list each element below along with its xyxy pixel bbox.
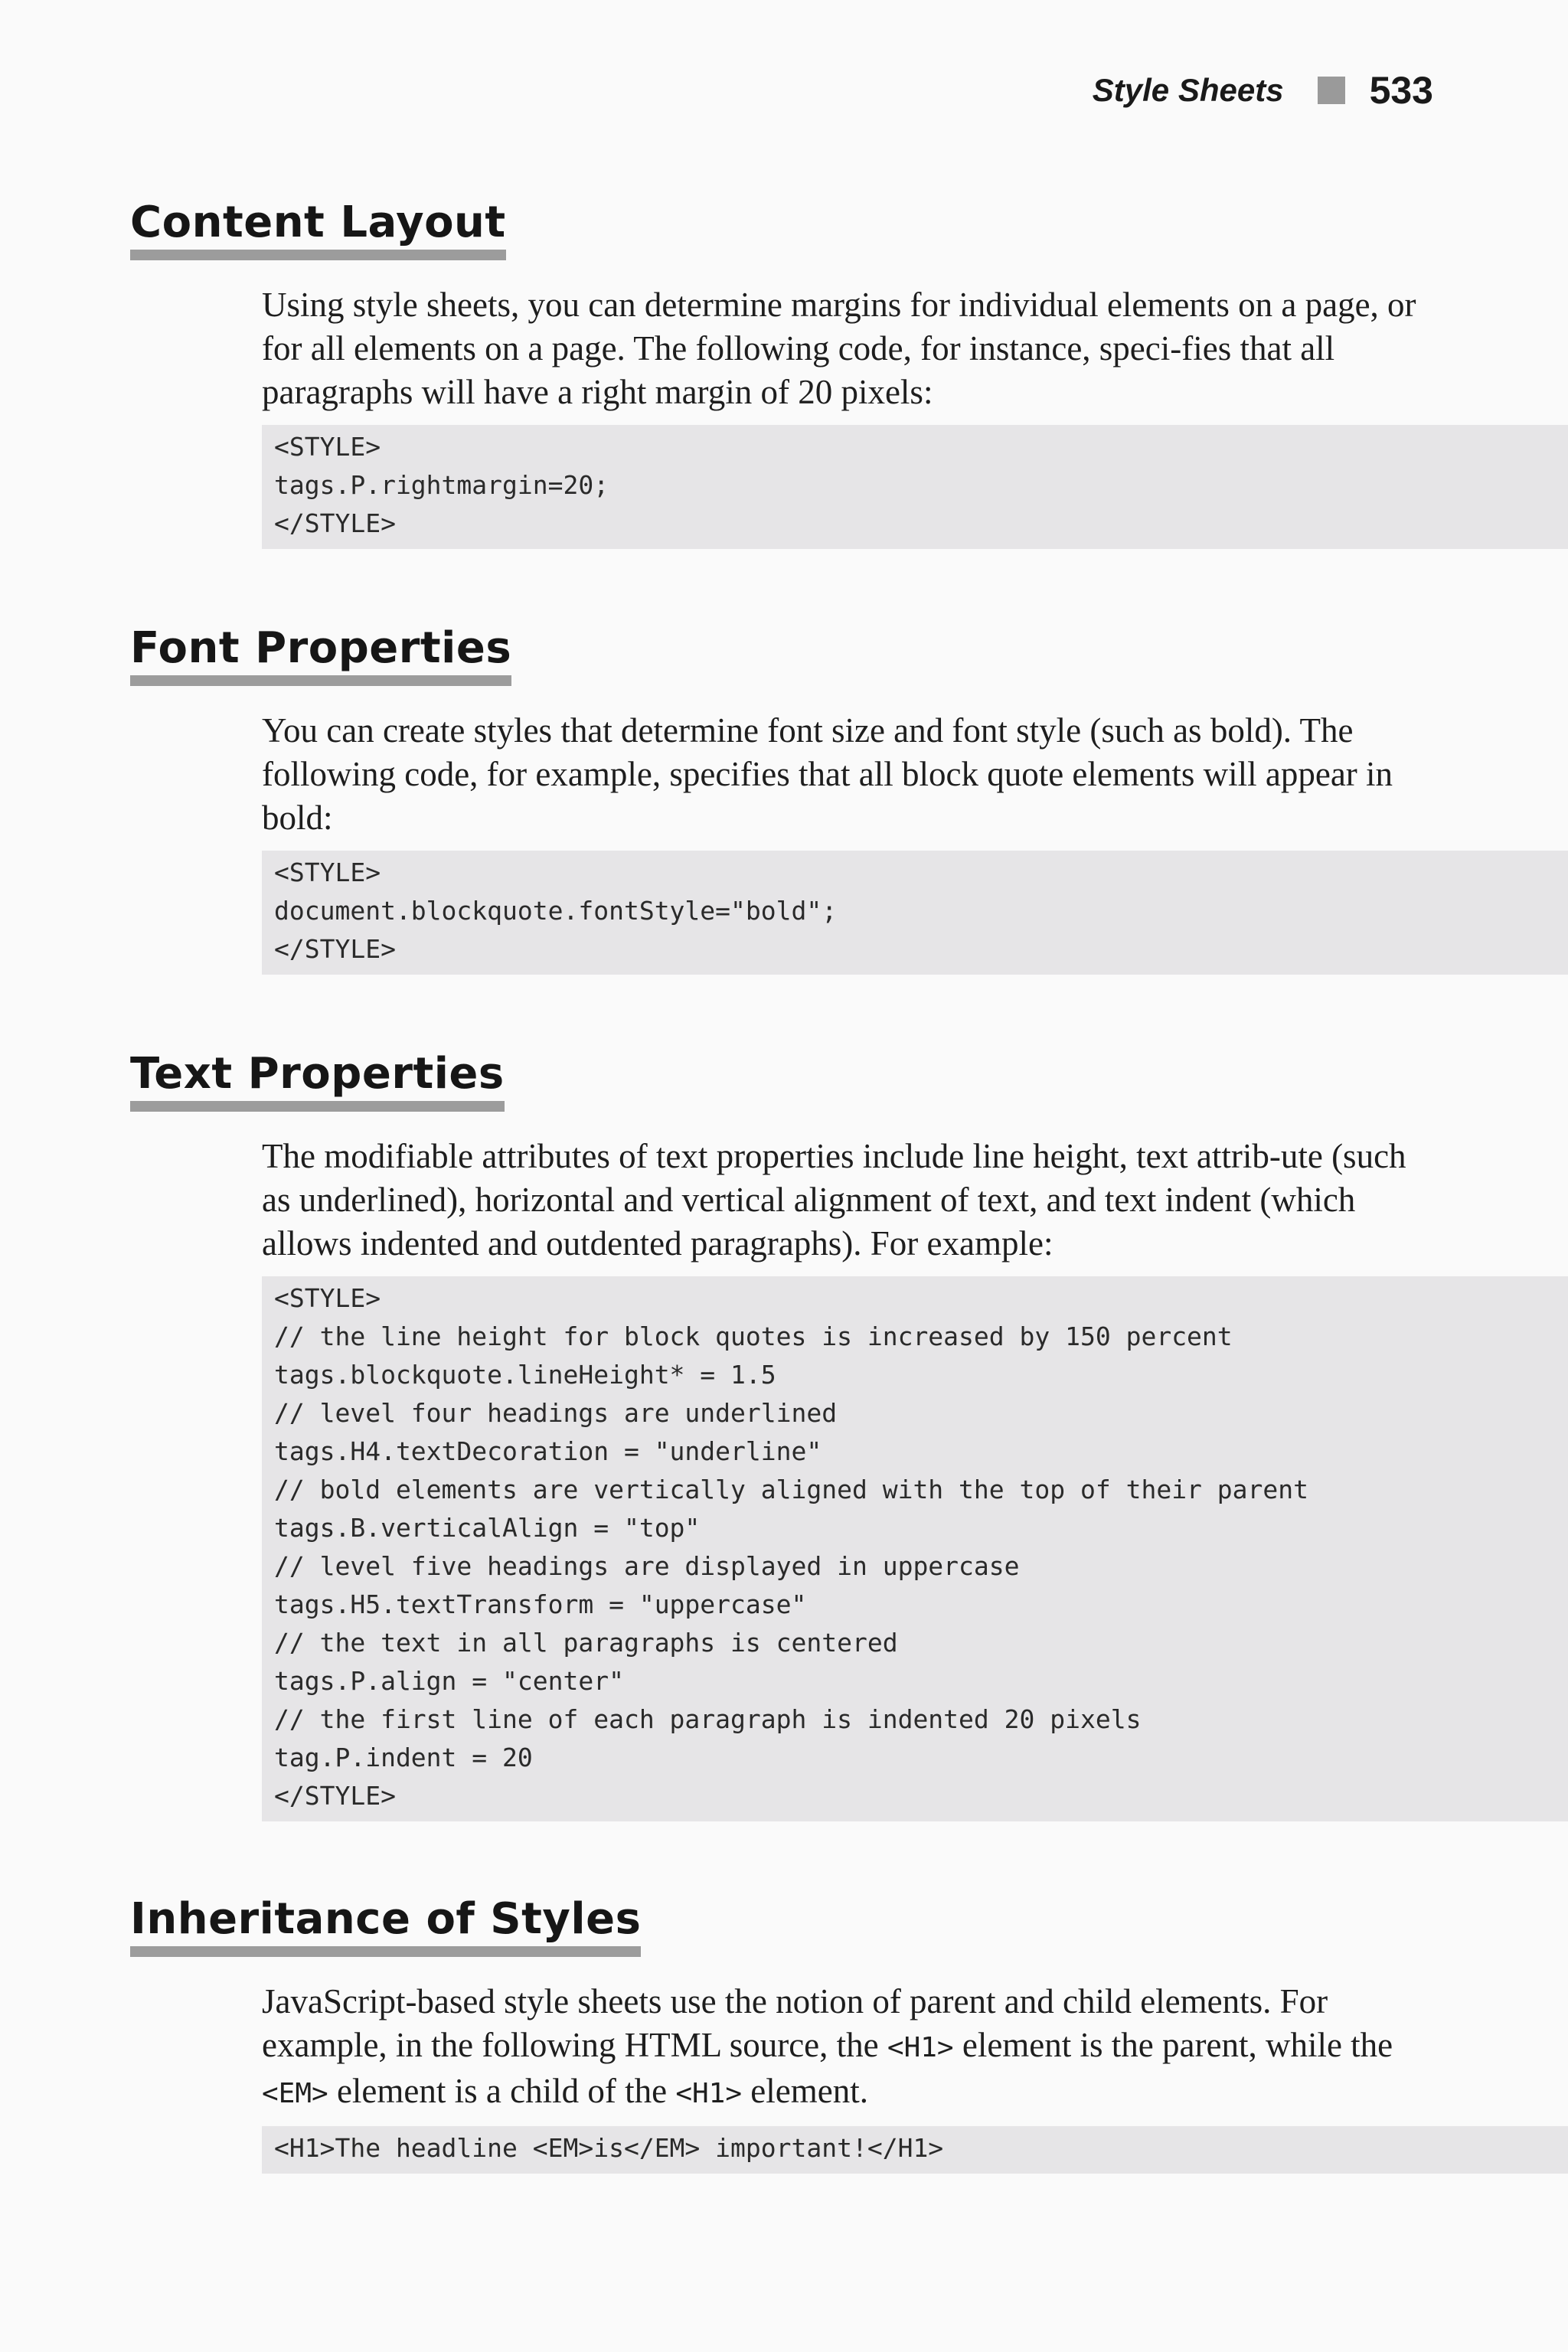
section-heading: Inheritance of Styles <box>130 1894 641 1957</box>
section-content-layout <box>130 198 1568 549</box>
paragraph-text: element is the parent, while the <box>953 2026 1393 2064</box>
section-inheritance-of-styles <box>130 1894 1568 2174</box>
code-block: <STYLE> document.blockquote.fontStyle="bold"; </STYLE> <box>262 851 1568 975</box>
paragraph-text: JavaScript-based style sheets use the notion of parent and child elements. For example, in the following HTML source, the <box>262 1982 1328 2064</box>
section-paragraph: Using style sheets, you can determine margins for individual elements on a page, or for all elements on a page. The following code, for instance, speci-fies that all paragraphs will have a right margin of 20 pixels: <box>262 286 1416 411</box>
running-title: Style Sheets <box>1092 72 1284 108</box>
section-heading: Text Properties <box>130 1049 505 1112</box>
section-font-properties <box>130 623 1568 975</box>
paragraph-text: element is a child of the <box>328 2072 676 2110</box>
code-block: <STYLE> tags.P.rightmargin=20; </STYLE> <box>262 425 1568 549</box>
section-paragraph: You can create styles that determine font size and font style (such as bold). The following code, for example, specifies that all block quote elements will appear in bold: <box>262 711 1393 837</box>
code-block: <STYLE> // the line height for block quotes is increased by 150 percent tags.blockquote.lineHeight* = 1.5 // level four headings are underlined tags.H4.textDecoration = "underline" // bold elements are vertically aligned with the top of their parent tags.B.verticalAlign = "top" // level five headings are displayed in uppercase tags.H5.textTransform = "uppercase" // the text in all paragraphs is centered tags.P.align = "center" // the first line of each paragraph is indented 20 pixels tag.P.indent = 20 </STYLE> <box>262 1276 1568 1821</box>
inline-code: <H1> <box>675 2078 743 2109</box>
section-text-properties <box>130 1049 1568 1821</box>
running-header <box>1093 67 1433 113</box>
code-block: <H1>The headline <EM>is</EM> important!</H1> <box>262 2126 1568 2174</box>
inline-code: <H1> <box>887 2032 954 2063</box>
inline-code: <EM> <box>262 2078 328 2109</box>
section-heading: Content Layout <box>130 198 506 260</box>
header-square-icon <box>1318 77 1345 104</box>
page-number: 533 <box>1369 69 1433 112</box>
section-heading: Font Properties <box>130 623 511 686</box>
section-paragraph <box>262 1980 1441 2115</box>
section-paragraph: The modifiable attributes of text properties include line height, text attrib-ute (such as underlined), horizontal and vertical alignment of text, and text indent (which allows indented and outdented paragraphs). For example: <box>262 1137 1406 1263</box>
paragraph-text: element. <box>742 2072 868 2110</box>
